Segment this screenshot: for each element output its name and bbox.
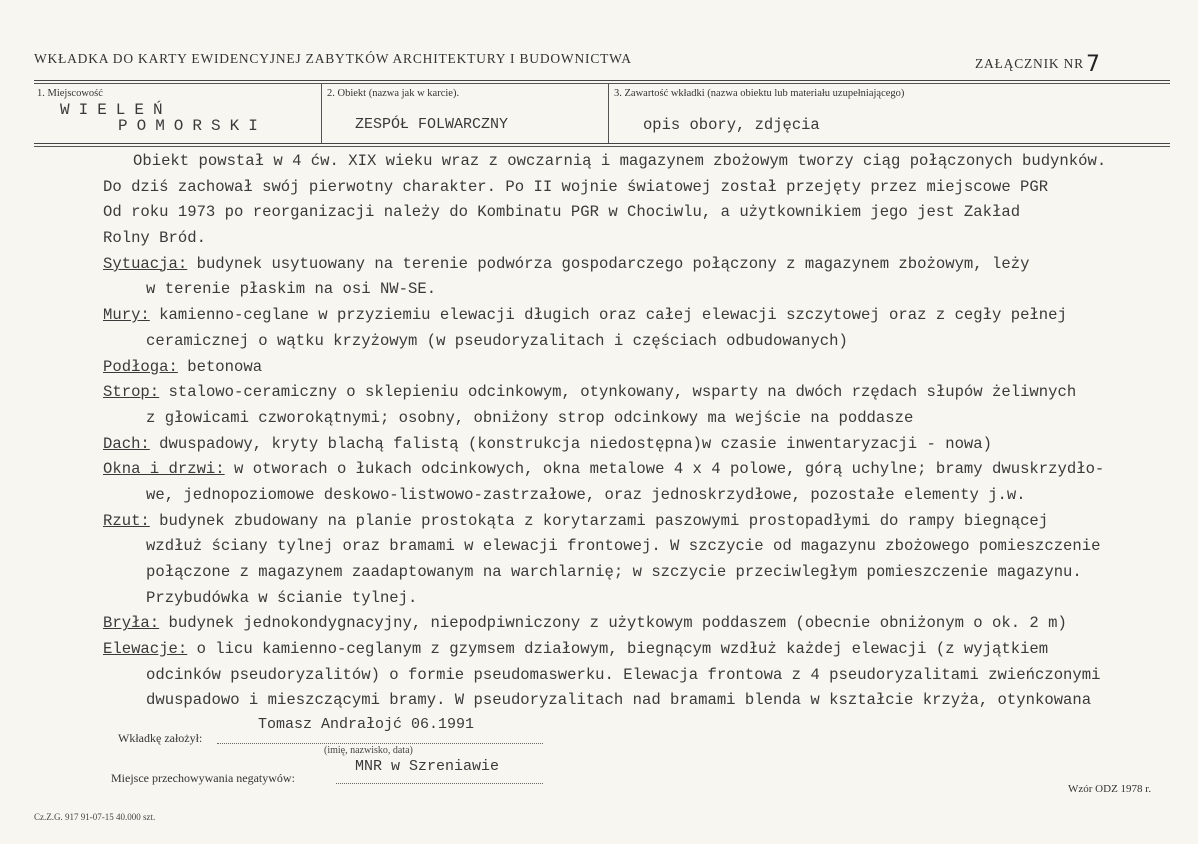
section-key: Rzut: [103, 511, 150, 530]
author-caption: (imię, nazwisko, data) [324, 745, 413, 756]
place-value-line1: WIELEŃ [60, 101, 172, 119]
section-line: z głowicami czworokątnymi; osobny, obniżony strop odcinkowy ma wejście na poddasze [146, 408, 914, 427]
content-label: 3. Zawartość wkładki (nazwa obiektu lub materiału uzupełniającego) [614, 88, 905, 99]
section-text: budynek usytuowany na terenie podwórza gospodarczego połączony z magazynem zbożowym, leży [187, 254, 1030, 273]
section-mass [103, 611, 1193, 637]
section-text: budynek zbudowany na planie prostokąta z korytarzami paszowymi prostopadłymi do rampy biegnącej [149, 511, 1049, 530]
section-line: Przybudówka w ścianie tylnej. [146, 588, 418, 607]
intro-line: Od roku 1973 po reorganizacji należy do Kombinatu PGR w Chociwlu, a użytkownikiem jego jest Zakład [103, 203, 1021, 222]
section-text: dwuspadowy, kryty blachą falistą (konstrukcja niedostępna)w czasie inwentaryzacji - nowa) [149, 434, 992, 453]
section-floor [103, 355, 1193, 381]
attachment-number-value: 7 [1085, 52, 1101, 77]
section-ceiling [103, 380, 1193, 406]
section-roof [103, 432, 1193, 458]
place-value-line2: POMORSKI [118, 117, 267, 135]
description-body [103, 149, 1193, 714]
form-title: WKŁADKA DO KARTY EWIDENCYJNEJ ZABYTKÓW ARCHITEKTURY I BUDOWNICTWA [34, 51, 632, 66]
section-text: o licu kamienno-ceglanym z gzymsem działowym, biegnącym wzdłuż każdej elewacji (z wyjątkiem [187, 640, 1049, 659]
section-key: Strop: [103, 383, 160, 402]
section-key: Bryła: [103, 614, 160, 633]
fields-rule-inner [34, 146, 1170, 147]
section-key: Dach: [103, 434, 150, 453]
negatives-label: Miejsce przechowywania negatywów: [111, 771, 295, 785]
intro-line: Obiekt powstał w 4 ćw. XIX wieku wraz z owczarnią i magazynem zbożowym tworzy ciąg połączonych budynków. [133, 152, 1107, 170]
section-text: stalowo-ceramiczny o sklepieniu odcinkowym, otynkowany, wsparty na dwóch rzędach słupów żeliwnych [159, 383, 1077, 402]
section-key: Podłoga: [103, 357, 178, 376]
intro-line: Rolny Bród. [103, 229, 206, 248]
intro-line: Do dziś zachował swój pierwotny charakter. Po II wojnie światowej został przejęty przez miejscowe PGR [103, 177, 1049, 196]
section-text: betonowa [177, 357, 263, 376]
attachment-number [975, 49, 1101, 77]
section-line: odcinków pseudoryzalitów) o formie pseudomaswerku. Elewacja frontowa z 4 pseudoryzalitami zwieńczonymi [146, 665, 1101, 684]
content-value: opis obory, zdjęcia [643, 116, 820, 134]
section-elevations [103, 637, 1193, 663]
section-key: Mury: [103, 306, 150, 325]
section-key: Okna i drzwi: [103, 460, 225, 479]
attachment-label: ZAŁĄCZNIK NR [975, 56, 1084, 71]
section-line: ceramicznej o wątku krzyżowym (w pseudoryzalitach i częściach odbudowanych) [146, 331, 848, 350]
section-line: wzdłuż ściany tylnej oraz bramami w elewacji frontowej. W szczycie od magazynu zbożowego pomieszczenie [146, 537, 1101, 556]
header-rule [34, 80, 1170, 81]
section-line: dwuspadowo i mieszczącymi bramy. W pseudoryzalitach nad bramami blenda w kształcie krzyża, otynkowana [146, 691, 1092, 710]
section-text: budynek jednokondygnacyjny, niepodpiwniczony z użytkowym poddaszem (obecnie obniżonym o ok. 2 m) [159, 614, 1067, 633]
section-key: Sytuacja: [103, 254, 188, 273]
section-walls [103, 303, 1193, 329]
negatives-dotted-line [336, 783, 543, 784]
section-text: kamienno-ceglane w przyziemiu elewacji długich oraz całej elewacji szczytowej oraz z cegły pełnej [149, 306, 1067, 325]
author-dotted-line [217, 743, 543, 744]
section-key: Elewacje: [103, 640, 188, 659]
field-divider [608, 83, 609, 143]
section-line: we, jednopoziomowe deskowo-listwowo-zastrzałowe, oraz jednoskrzydłowe, pozostałe elementy j.w. [146, 485, 1026, 504]
section-text: w otworach o łukach odcinkowych, okna metalowe 4 x 4 polowe, górą uchylne; bramy dwuskrzydło- [224, 460, 1105, 479]
object-label: 2. Obiekt (nazwa jak w karcie). [327, 88, 460, 99]
section-line: połączone z magazynem zaadaptowanym na warchlarnię; w szczycie przeciwległym pomieszczenie magazynu. [146, 563, 1082, 581]
author-label: Wkładkę założył: [118, 731, 203, 745]
section-line: w terenie płaskim na osi NW-SE. [146, 280, 437, 299]
place-label: 1. Miejscowość [37, 88, 103, 99]
field-divider [321, 83, 322, 143]
print-code: Cz.Z.G. 917 91-07-15 40.000 szt. [34, 812, 156, 822]
fields-rule [34, 143, 1170, 144]
section-situation [103, 252, 1193, 278]
header-rule-inner [34, 83, 1170, 84]
object-value: ZESPÓŁ FOLWARCZNY [355, 116, 509, 133]
negatives-value: MNR w Szreniawie [355, 758, 500, 775]
form-code: Wzór ODZ 1978 r. [1068, 783, 1152, 795]
section-plan [103, 509, 1193, 535]
section-windows-doors [103, 457, 1193, 483]
author-value: Tomasz Andrałojć 06.1991 [258, 716, 475, 733]
